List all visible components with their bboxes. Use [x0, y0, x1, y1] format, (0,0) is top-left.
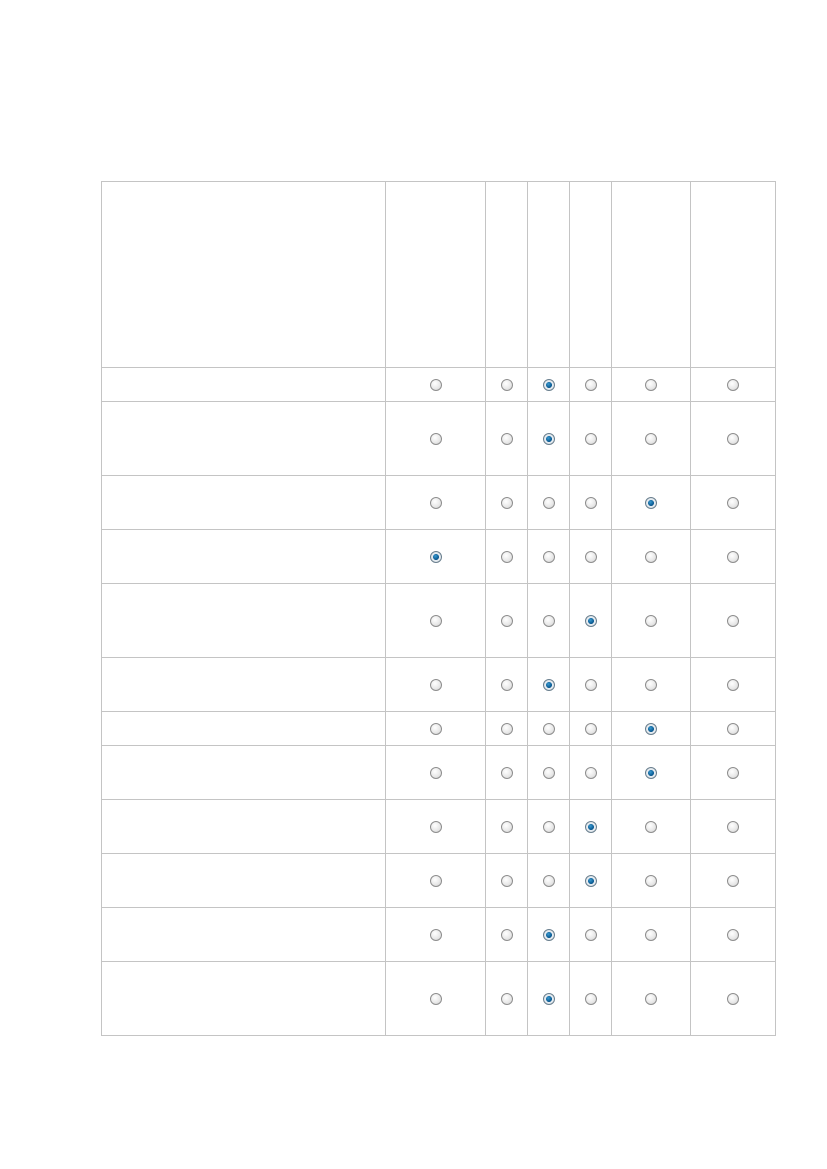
- radio-button[interactable]: [645, 929, 657, 941]
- option-cell: [691, 368, 776, 402]
- radio-button-selected[interactable]: [543, 993, 555, 1005]
- radio-button[interactable]: [501, 551, 513, 563]
- radio-button[interactable]: [585, 379, 597, 391]
- option-cell: [691, 962, 776, 1036]
- radio-button[interactable]: [543, 821, 555, 833]
- table-row: [102, 584, 776, 658]
- question-label: [102, 584, 386, 658]
- radio-button[interactable]: [543, 723, 555, 735]
- option-cell: [612, 476, 691, 530]
- radio-button[interactable]: [543, 767, 555, 779]
- question-label: [102, 368, 386, 402]
- option-cell: [386, 584, 486, 658]
- option-cell: [691, 402, 776, 476]
- radio-button[interactable]: [585, 993, 597, 1005]
- option-cell: [528, 712, 570, 746]
- radio-button[interactable]: [501, 875, 513, 887]
- table-row: [102, 908, 776, 962]
- radio-button[interactable]: [585, 551, 597, 563]
- option-cell: [386, 658, 486, 712]
- option-cell: [486, 854, 528, 908]
- table-row: [102, 658, 776, 712]
- radio-button[interactable]: [430, 679, 442, 691]
- option-cell: [570, 746, 612, 800]
- option-cell: [612, 908, 691, 962]
- radio-button[interactable]: [585, 767, 597, 779]
- column-header: [612, 182, 691, 368]
- option-cell: [528, 368, 570, 402]
- option-cell: [528, 658, 570, 712]
- radio-button[interactable]: [645, 615, 657, 627]
- question-label: [102, 402, 386, 476]
- option-cell: [528, 854, 570, 908]
- option-cell: [528, 584, 570, 658]
- question-label: [102, 962, 386, 1036]
- radio-button[interactable]: [430, 497, 442, 509]
- option-cell: [570, 962, 612, 1036]
- option-cell: [386, 800, 486, 854]
- radio-button[interactable]: [430, 929, 442, 941]
- option-cell: [691, 584, 776, 658]
- option-cell: [570, 584, 612, 658]
- radio-button[interactable]: [430, 821, 442, 833]
- table-row: [102, 368, 776, 402]
- option-cell: [486, 712, 528, 746]
- radio-button[interactable]: [727, 551, 739, 563]
- radio-button[interactable]: [645, 875, 657, 887]
- radio-button-selected[interactable]: [645, 497, 657, 509]
- option-cell: [612, 658, 691, 712]
- radio-button[interactable]: [430, 379, 442, 391]
- radio-button-selected[interactable]: [543, 433, 555, 445]
- option-cell: [386, 530, 486, 584]
- table-row: [102, 962, 776, 1036]
- radio-button[interactable]: [727, 767, 739, 779]
- option-cell: [386, 908, 486, 962]
- radio-button[interactable]: [727, 993, 739, 1005]
- option-cell: [386, 854, 486, 908]
- column-header: [486, 182, 528, 368]
- option-cell: [612, 800, 691, 854]
- radio-button-selected[interactable]: [645, 767, 657, 779]
- radio-button[interactable]: [430, 723, 442, 735]
- radio-button[interactable]: [501, 379, 513, 391]
- option-cell: [570, 800, 612, 854]
- option-cell: [612, 368, 691, 402]
- radio-button[interactable]: [585, 433, 597, 445]
- radio-button[interactable]: [430, 875, 442, 887]
- table-row: [102, 800, 776, 854]
- option-cell: [528, 476, 570, 530]
- option-cell: [386, 476, 486, 530]
- radio-button-selected[interactable]: [543, 929, 555, 941]
- option-cell: [386, 746, 486, 800]
- radio-button-selected[interactable]: [585, 875, 597, 887]
- option-cell: [570, 530, 612, 584]
- radio-button[interactable]: [501, 497, 513, 509]
- column-header: [528, 182, 570, 368]
- radio-button[interactable]: [645, 679, 657, 691]
- option-cell: [386, 712, 486, 746]
- radio-button[interactable]: [727, 379, 739, 391]
- radio-button[interactable]: [585, 497, 597, 509]
- option-cell: [612, 962, 691, 1036]
- option-cell: [612, 854, 691, 908]
- option-cell: [570, 476, 612, 530]
- table-row: [102, 712, 776, 746]
- table-row: [102, 746, 776, 800]
- option-cell: [486, 530, 528, 584]
- option-cell: [612, 584, 691, 658]
- option-cell: [528, 402, 570, 476]
- option-cell: [691, 800, 776, 854]
- option-cell: [528, 530, 570, 584]
- option-cell: [691, 658, 776, 712]
- option-cell: [612, 746, 691, 800]
- radio-button[interactable]: [645, 993, 657, 1005]
- option-cell: [386, 962, 486, 1036]
- question-label: [102, 746, 386, 800]
- option-cell: [386, 402, 486, 476]
- option-cell: [486, 476, 528, 530]
- option-cell: [486, 962, 528, 1036]
- radio-button[interactable]: [727, 497, 739, 509]
- radio-button[interactable]: [501, 821, 513, 833]
- option-cell: [691, 530, 776, 584]
- radio-button[interactable]: [727, 723, 739, 735]
- option-cell: [486, 800, 528, 854]
- radio-button[interactable]: [430, 615, 442, 627]
- radio-button[interactable]: [645, 379, 657, 391]
- radio-button[interactable]: [501, 679, 513, 691]
- radio-button[interactable]: [430, 993, 442, 1005]
- radio-button[interactable]: [645, 433, 657, 445]
- radio-button-selected[interactable]: [543, 679, 555, 691]
- option-cell: [528, 908, 570, 962]
- radio-button[interactable]: [585, 929, 597, 941]
- question-label: [102, 530, 386, 584]
- option-cell: [486, 584, 528, 658]
- option-cell: [570, 402, 612, 476]
- radio-button[interactable]: [501, 767, 513, 779]
- radio-button[interactable]: [645, 821, 657, 833]
- radio-button[interactable]: [543, 497, 555, 509]
- radio-button[interactable]: [727, 875, 739, 887]
- question-column-header: [102, 182, 386, 368]
- radio-button[interactable]: [543, 551, 555, 563]
- radio-button[interactable]: [585, 679, 597, 691]
- option-cell: [691, 854, 776, 908]
- option-cell: [386, 368, 486, 402]
- option-cell: [486, 658, 528, 712]
- option-cell: [691, 746, 776, 800]
- radio-button[interactable]: [543, 875, 555, 887]
- rating-matrix-table: [101, 181, 776, 1036]
- radio-button[interactable]: [727, 433, 739, 445]
- radio-button-selected[interactable]: [645, 723, 657, 735]
- radio-button[interactable]: [501, 993, 513, 1005]
- question-label: [102, 712, 386, 746]
- question-label: [102, 658, 386, 712]
- option-cell: [570, 658, 612, 712]
- option-cell: [570, 712, 612, 746]
- radio-button-selected[interactable]: [543, 379, 555, 391]
- matrix-body: [102, 368, 776, 1036]
- radio-button[interactable]: [585, 723, 597, 735]
- radio-button[interactable]: [501, 929, 513, 941]
- radio-button[interactable]: [727, 615, 739, 627]
- option-cell: [612, 402, 691, 476]
- option-cell: [486, 746, 528, 800]
- column-header: [570, 182, 612, 368]
- table-row: [102, 530, 776, 584]
- option-cell: [570, 368, 612, 402]
- option-cell: [691, 712, 776, 746]
- option-cell: [528, 746, 570, 800]
- option-cell: [612, 530, 691, 584]
- option-cell: [486, 402, 528, 476]
- radio-button[interactable]: [727, 929, 739, 941]
- radio-button[interactable]: [645, 551, 657, 563]
- radio-button-selected[interactable]: [585, 821, 597, 833]
- header-row: [102, 182, 776, 368]
- column-header: [691, 182, 776, 368]
- table-row: [102, 854, 776, 908]
- option-cell: [612, 712, 691, 746]
- option-cell: [691, 476, 776, 530]
- question-label: [102, 476, 386, 530]
- option-cell: [570, 854, 612, 908]
- option-cell: [486, 368, 528, 402]
- radio-button[interactable]: [727, 821, 739, 833]
- option-cell: [570, 908, 612, 962]
- radio-button[interactable]: [501, 723, 513, 735]
- option-cell: [528, 962, 570, 1036]
- question-label: [102, 854, 386, 908]
- radio-button-selected[interactable]: [430, 551, 442, 563]
- option-cell: [528, 800, 570, 854]
- table-row: [102, 476, 776, 530]
- option-cell: [486, 908, 528, 962]
- table-row: [102, 402, 776, 476]
- question-label: [102, 908, 386, 962]
- radio-button[interactable]: [543, 615, 555, 627]
- radio-button[interactable]: [501, 433, 513, 445]
- radio-button-selected[interactable]: [585, 615, 597, 627]
- radio-button[interactable]: [727, 679, 739, 691]
- radio-button[interactable]: [430, 433, 442, 445]
- radio-button[interactable]: [501, 615, 513, 627]
- option-cell: [691, 908, 776, 962]
- question-label: [102, 800, 386, 854]
- radio-button[interactable]: [430, 767, 442, 779]
- column-header: [386, 182, 486, 368]
